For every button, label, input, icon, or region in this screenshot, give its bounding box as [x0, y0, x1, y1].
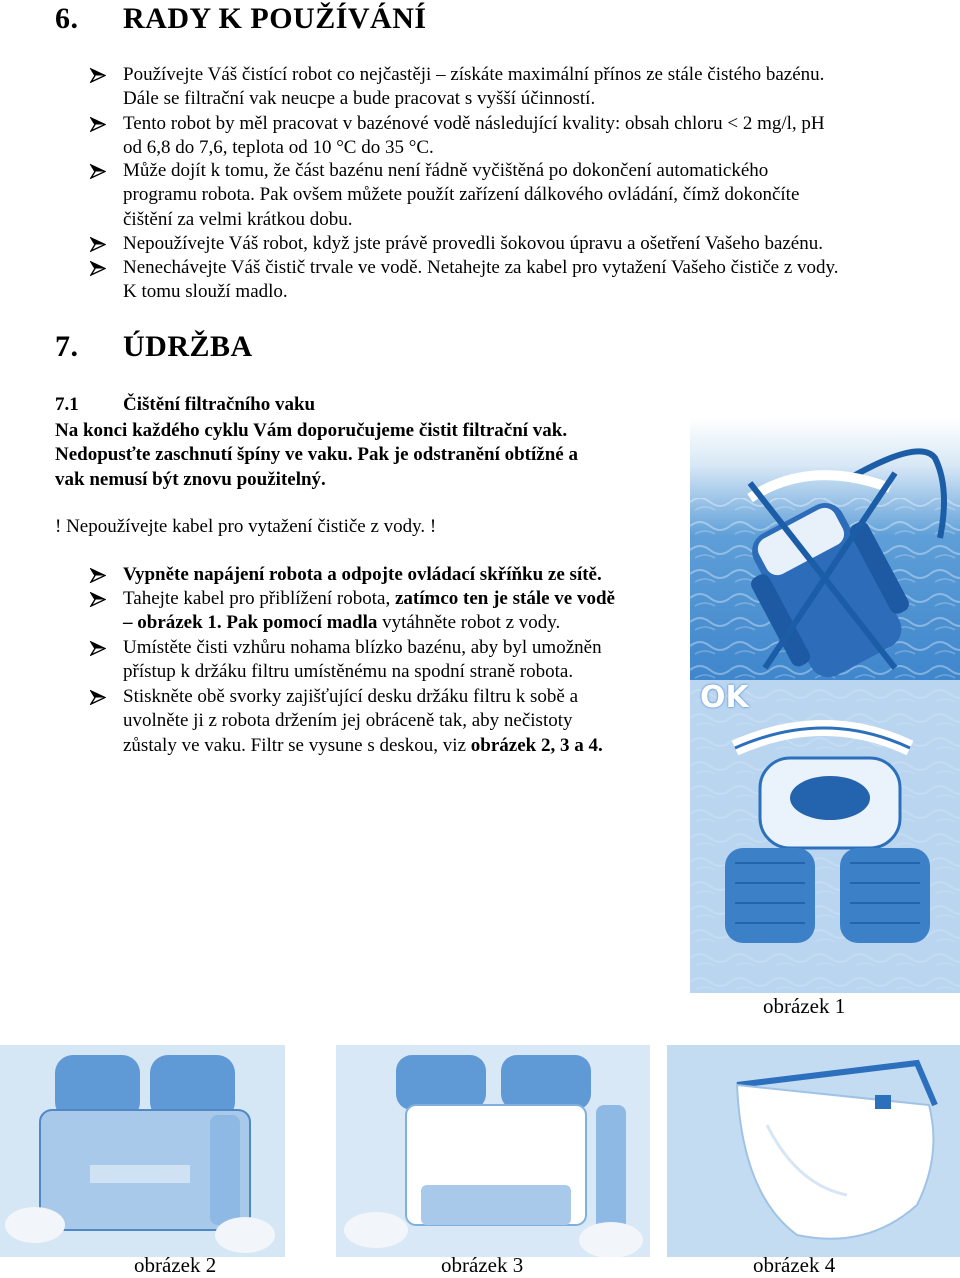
- list-item-text: [123, 734, 683, 758]
- figure-3-image: [336, 1045, 650, 1257]
- text-span: zůstaly ve vaku. Filtr se vysune s deskou, viz: [123, 734, 471, 756]
- list-item-text: Nepoužívejte Váš robot, když jste právě provedli šokovou úpravu a ošetření Vašeho bazénu.: [123, 233, 823, 254]
- list-item: [123, 563, 683, 587]
- subsection-number: 7.1: [55, 394, 79, 415]
- figure-4-caption: obrázek 4: [753, 1253, 836, 1277]
- bold-span: zatímco ten je stále ve vodě: [394, 588, 615, 609]
- text-span: vytáhněte robot z vody.: [377, 612, 561, 634]
- bold-span: – obrázek 1. Pak pomocí madla: [123, 612, 378, 634]
- text-span: Tahejte kabel pro přiblížení robota,: [123, 588, 395, 609]
- list-item-text: Tento robot by měl pracovat v bazénové vodě následující kvality: obsah chloru < 2 mg/l, pH: [123, 113, 825, 134]
- list-item: [123, 256, 943, 305]
- list-item: [123, 232, 943, 256]
- section-7-heading: [55, 330, 455, 366]
- arrow-bullet-icon: [90, 68, 106, 83]
- list-item-text: [123, 587, 683, 611]
- subsection-title: Čištění filtračního vaku: [123, 394, 316, 415]
- list-item-text: Stiskněte obě svorky zajišťující desku držáku filtru k sobě a: [123, 686, 579, 707]
- arrow-bullet-icon: [90, 690, 106, 705]
- warning-text: ! Nepoužívejte kabel pro vytažení čističe z vody. !: [55, 516, 437, 537]
- list-item: [123, 63, 943, 112]
- list-item-text: K tomu slouží madlo.: [123, 281, 288, 303]
- figure-2-image: [0, 1045, 285, 1257]
- arrow-bullet-icon: [90, 568, 106, 583]
- figure-2-caption: obrázek 2: [134, 1253, 217, 1277]
- list-item-text: Dále se filtrační vak neucpe a bude pracovat s vyšší účinností.: [123, 88, 596, 110]
- arrow-bullet-icon: [90, 237, 106, 252]
- list-item-text: uvolněte ji z robota držením jej obráceně tak, aby nečistoty: [123, 710, 573, 732]
- list-item-text: přístup k držáku filtru umístěnému na spodní straně robota.: [123, 661, 574, 683]
- list-item-text: od 6,8 do 7,6, teplota od 10 °C do 35 °C.: [123, 137, 434, 159]
- intro-line: vak nemusí být znovu použitelný.: [55, 468, 326, 490]
- list-item-text: Používejte Váš čistící robot co nejčastěji – získáte maximální přínos ze stále čistého bazénu.: [123, 64, 825, 85]
- figure-4-image: [667, 1045, 960, 1257]
- figure-3-caption: obrázek 3: [441, 1253, 524, 1277]
- list-item-text: Nenechávejte Váš čistič trvale ve vodě. Netahejte za kabel pro vytažení Vašeho čističe z vody.: [123, 257, 839, 278]
- list-item-text: Vypněte napájení robota a odpojte ovládací skříňku ze sítě.: [123, 564, 602, 585]
- list-item-text: programu robota. Pak ovšem můžete použít zařízení dálkového ovládání, čímž dokončíte: [123, 184, 800, 206]
- arrow-bullet-icon: [90, 592, 106, 607]
- subsection-heading: [55, 393, 555, 417]
- list-item: [123, 636, 683, 685]
- section-7-number: 7.: [55, 330, 79, 363]
- list-item-text: [123, 611, 683, 635]
- intro-paragraph: [55, 419, 675, 492]
- list-item: [123, 159, 943, 232]
- list-item-text: Umístěte čisti vzhůru nohama blízko bazénu, aby byl umožněn: [123, 637, 602, 658]
- list-item-text: Může dojít k tomu, že část bazénu není řádně vyčištěná po dokončení automatického: [123, 160, 769, 181]
- intro-line: Na konci každého cyklu Vám doporučujeme čistit filtrační vak.: [55, 420, 568, 441]
- list-item-text: čištění za velmi krátkou dobu.: [123, 208, 353, 230]
- arrow-bullet-icon: [90, 261, 106, 276]
- figure-1-image: [690, 418, 960, 993]
- figure-1-caption: obrázek 1: [763, 994, 846, 1018]
- section-7-title: ÚDRŽBA: [123, 330, 253, 363]
- list-item: [123, 112, 943, 161]
- arrow-bullet-icon: [90, 117, 106, 132]
- arrow-bullet-icon: [90, 641, 106, 656]
- ok-badge: OK: [700, 680, 749, 715]
- arrow-bullet-icon: [90, 164, 106, 179]
- bold-span: obrázek 2, 3 a 4.: [470, 734, 603, 756]
- section-6-heading: [55, 2, 555, 38]
- section-6-title: RADY K POUŽÍVÁNÍ: [123, 2, 427, 35]
- intro-line: Nedopusťte zaschnutí špíny ve vaku. Pak je odstranění obtížné a: [55, 444, 578, 466]
- section-6-number: 6.: [55, 2, 79, 35]
- list-item: [123, 685, 683, 758]
- list-item: [123, 587, 683, 636]
